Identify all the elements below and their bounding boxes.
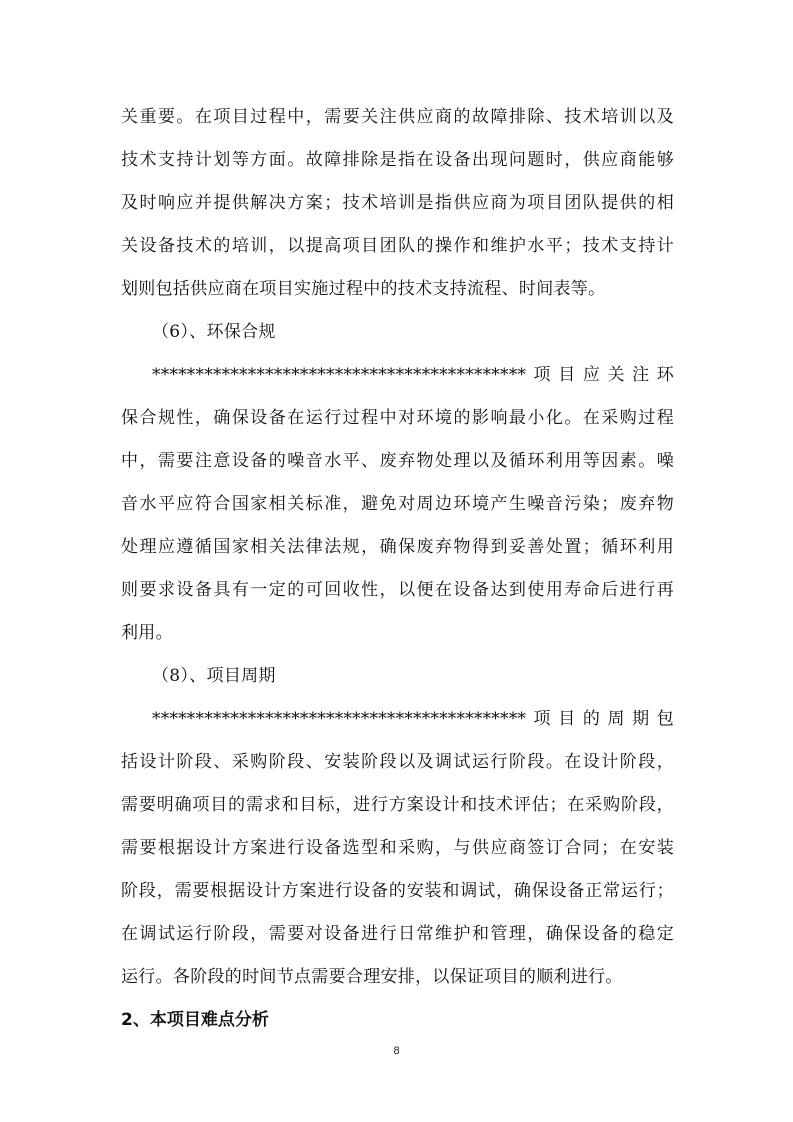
- paragraph-line: 保合规性，确保设备在运行过程中对环境的影响最小化。在采购过程: [121, 408, 674, 428]
- paragraph-line: 及时响应并提供解决方案；技术培训是指供应商为项目团队提供的相: [121, 193, 674, 213]
- paragraph-line: 关重要。在项目过程中，需要关注供应商的故障排除、技术培训以及: [121, 107, 674, 127]
- paragraph-line: 括设计阶段、采购阶段、安装阶段以及调试运行阶段。在设计阶段，: [121, 752, 674, 772]
- paragraph-line: 音水平应符合国家相关标准，避免对周边环境产生噪音污染；废弃物: [121, 494, 674, 514]
- paragraph-line: 利用。: [121, 623, 173, 643]
- paragraph-line: 技术支持计划等方面。故障排除是指在设备出现问题时，供应商能够: [121, 150, 674, 170]
- paragraph-line: 需要根据设计方案进行设备选型和采购，与供应商签订合同；在安装: [121, 838, 674, 858]
- paragraph-line: 划则包括供应商在项目实施过程中的技术支持流程、时间表等。: [121, 279, 606, 299]
- subheading-8: （8）、项目周期: [152, 666, 276, 686]
- paragraph-line: *******************************************项目的周期包: [152, 709, 674, 729]
- paragraph-line: *******************************************项目应关注环: [152, 365, 674, 385]
- paragraph-line: 阶段，需要根据设计方案进行设备的安装和调试，确保设备正常运行；: [121, 881, 674, 901]
- section-heading: 2、本项目难点分析: [121, 1010, 269, 1030]
- subheading-6: （6）、环保合规: [152, 322, 276, 342]
- paragraph-line: 在调试运行阶段，需要对设备进行日常维护和管理，确保设备的稳定: [121, 924, 674, 944]
- page-number: 8: [393, 1045, 400, 1057]
- paragraph-line: 则要求设备具有一定的可回收性，以便在设备达到使用寿命后进行再: [121, 580, 674, 600]
- paragraph-line: 处理应遵循国家相关法律法规，确保废弃物得到妥善处置；循环利用: [121, 537, 674, 557]
- paragraph-line: 运行。各阶段的时间节点需要合理安排，以保证项目的顺利进行。: [121, 967, 623, 987]
- paragraph-line: 中，需要注意设备的噪音水平、废弃物处理以及循环利用等因素。噪: [121, 451, 674, 471]
- paragraph-line: 关设备技术的培训，以提高项目团队的操作和维护水平；技术支持计: [121, 236, 674, 256]
- paragraph-line: 需要明确项目的需求和目标，进行方案设计和技术评估；在采购阶段，: [121, 795, 674, 815]
